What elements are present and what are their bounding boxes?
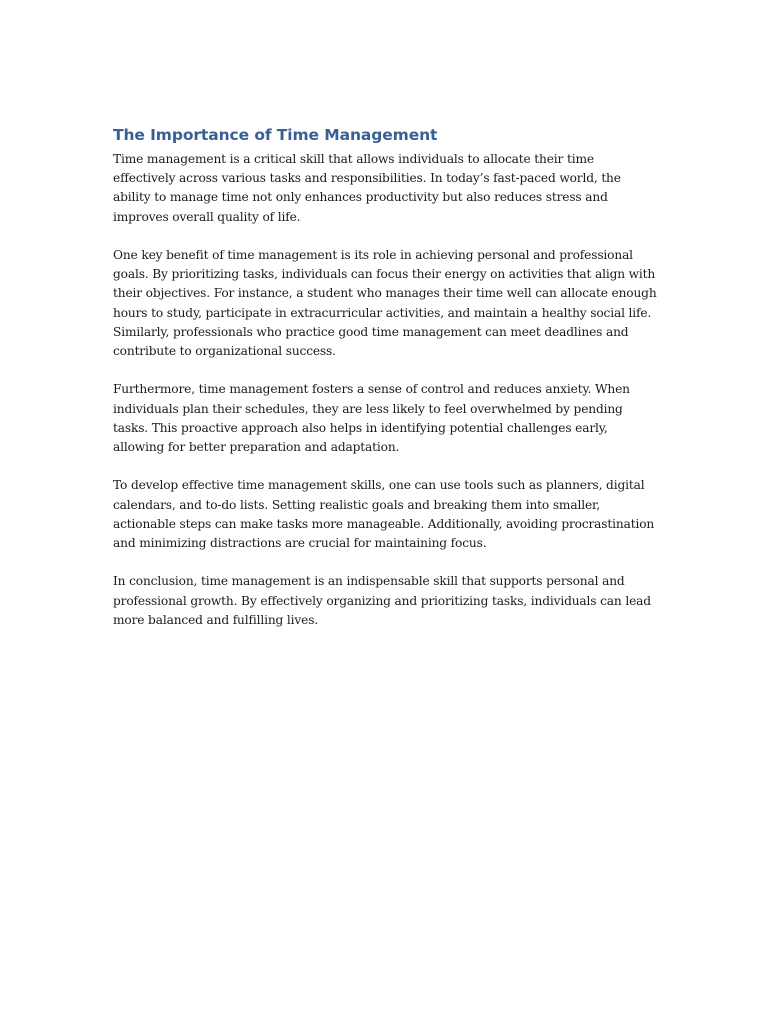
document-body: [113, 124, 659, 649]
paragraph-control: Furthermore, time management fosters a sense of control and reduces anxiety. When individuals plan their schedules, they are less likely to feel overwhelmed by pending tasks. This proactive approach also helps in identifying potential challenges early, allowing for better preparation and adaptation.: [113, 382, 630, 455]
paragraph-conclusion: In conclusion, time management is an indispensable skill that supports personal and professional growth. By effectively organizing and prioritizing tasks, individuals can lead more balanced and fulfilling lives.: [113, 574, 651, 627]
paragraph-introduction: Time management is a critical skill that allows individuals to allocate their time effectively across various tasks and responsibilities. In today’s fast-paced world, the ability to manage time not only enhances productivity but also reduces stress and improves overall quality of life.: [113, 152, 621, 224]
document-title: The Importance of Time Management: [113, 126, 438, 144]
paragraph-tools: To develop effective time management skills, one can use tools such as planners, digital calendars, and to-do lists. Setting realistic goals and breaking them into smaller, actionable steps can make tasks more manageable. Additionally, avoiding procrastination and minimizing distractions are crucial for maintaining focus.: [113, 478, 655, 551]
paragraph-goals: One key benefit of time management is its role in achieving personal and professional goals. By prioritizing tasks, individuals can focus their energy on activities that align with their objectives. For instance, a student who manages their time well can allocate enough hours to study, participate in extracurricular activities, and maintain a healthy social life. Similarly, professionals who practice good time management can meet deadlines and contribute to organizational success.: [113, 248, 657, 359]
